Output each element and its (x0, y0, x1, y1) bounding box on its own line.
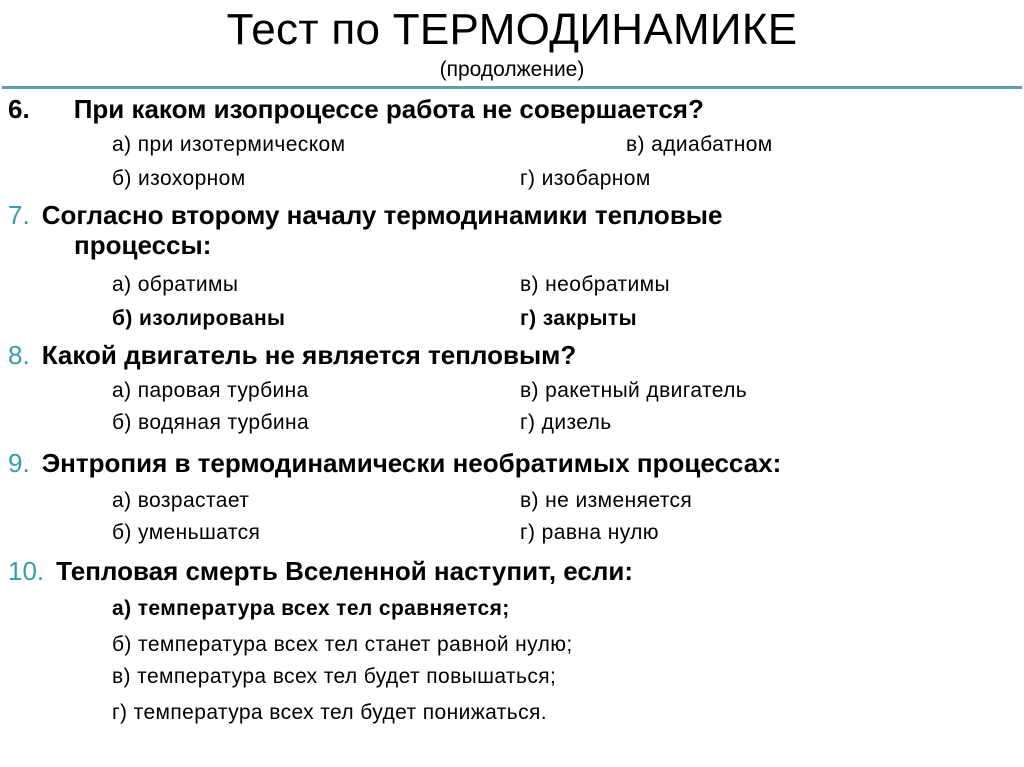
title-divider (2, 86, 1022, 89)
answer-9-v: в) не изменяется (520, 489, 693, 512)
question-7-continuation: процессы: (74, 230, 212, 260)
answer-9-b: б) уменьшатся (112, 521, 261, 544)
answer-10-a: а) температура всех тел сравняется; (112, 597, 510, 620)
answer-6-v: в) адиабатном (626, 133, 773, 156)
question-number: 8. (8, 340, 30, 370)
answer-9-g: г) равна нулю (520, 521, 659, 544)
question-text: Энтропия в термодинамически необратимых процессах: (41, 448, 782, 478)
slide-title: Тест по ТЕРМОДИНАМИКЕ (226, 5, 798, 54)
question-text: При каком изопроцессе работа не совершается? (73, 94, 704, 124)
question-9 (8, 448, 781, 478)
answer-7-v: в) необратимы (520, 273, 670, 296)
answer-10-b: б) температура всех тел станет равной нулю; (112, 633, 573, 656)
question-text: Тепловая смерть Вселенной наступит, если: (56, 556, 634, 586)
answer-7-b: б) изолированы (112, 307, 286, 330)
question-number: 9. (8, 448, 30, 478)
answer-10-g: г) температура всех тел будет понижаться. (112, 701, 548, 724)
answer-8-g: г) дизель (520, 411, 612, 434)
question-7 (8, 200, 722, 230)
answer-10-v: в) температура всех тел будет повышаться; (112, 665, 557, 688)
answer-8-v: в) ракетный двигатель (520, 379, 748, 402)
answer-6-g: г) изобарном (520, 167, 651, 190)
answer-7-g: г) закрыты (520, 307, 637, 330)
answer-8-b: б) водяная турбина (112, 411, 310, 434)
slide-subtitle: (продолжение) (439, 58, 585, 81)
question-text: Какой двигатель не является тепловым? (41, 340, 577, 370)
question-number: 7. (8, 200, 30, 230)
question-text: Согласно второму началу термодинамики тепловые (41, 200, 723, 230)
question-10 (8, 556, 633, 586)
question-6 (8, 94, 704, 124)
answer-7-a: а) обратимы (112, 273, 239, 296)
answer-6-a: а) при изотермическом (112, 133, 346, 156)
question-8 (8, 340, 576, 370)
answer-8-a: а) паровая турбина (112, 379, 309, 402)
answer-9-a: а) возрастает (112, 489, 250, 512)
question-number: 6. (8, 94, 30, 124)
question-number: 10. (8, 556, 45, 586)
answer-6-b: б) изохорном (112, 167, 246, 190)
